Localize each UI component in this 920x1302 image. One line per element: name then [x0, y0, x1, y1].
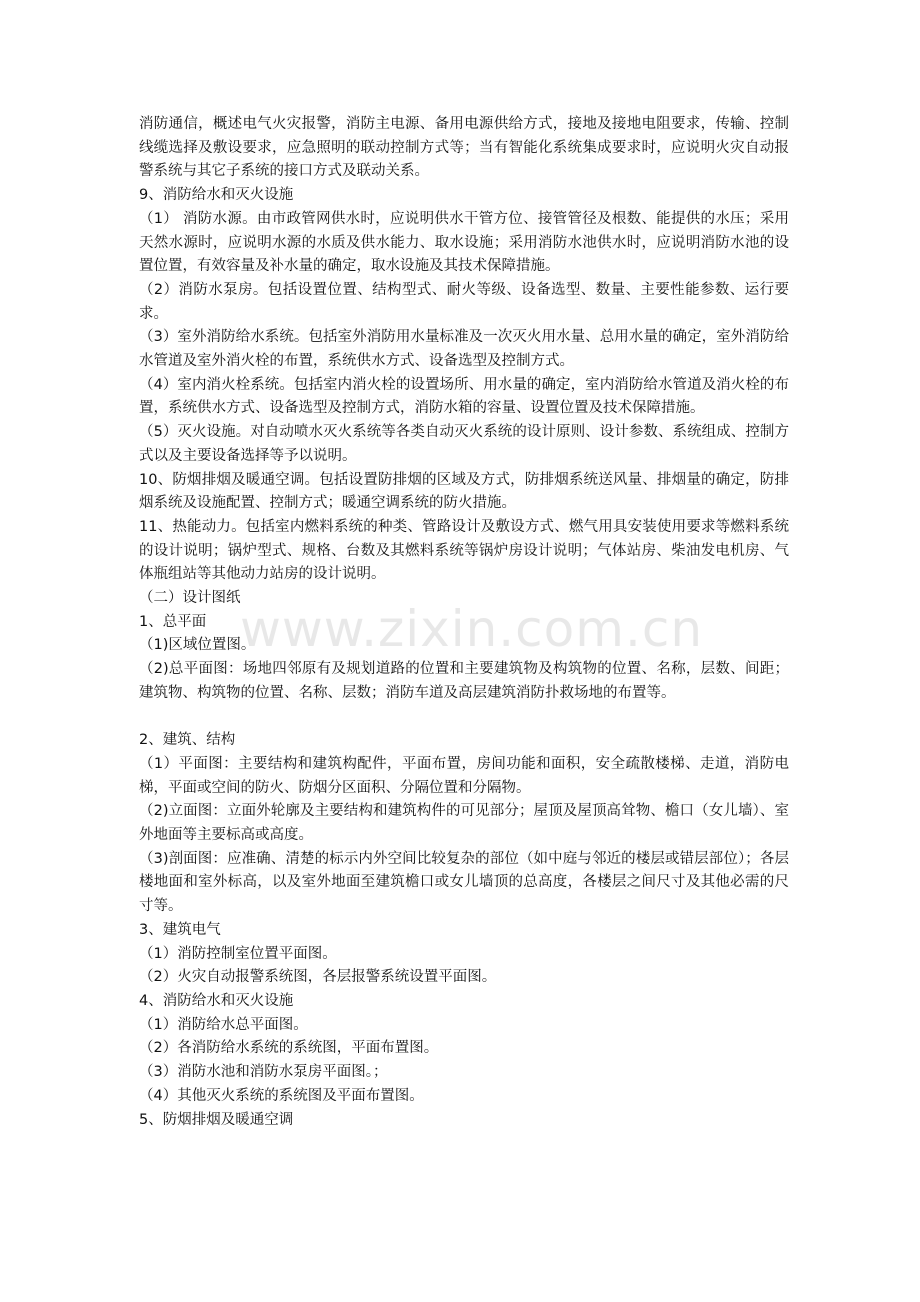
heading-2-architecture: 2、建筑、结构: [139, 732, 236, 749]
heading-5-smoke-hvac: 5、防烟排烟及暖通空调: [139, 1111, 294, 1128]
paragraph-section: （3)剖面图：应准确、清楚的标示内外空间比较复杂的部位（如中庭与邻近的楼层或错层部位）；各层楼地面和室外标高，以及室外地面至建筑檐口或女儿墙顶的总高度，各楼层之间尺寸及其他必需的尺寸等。: [139, 850, 789, 915]
document-body: [139, 113, 789, 1132]
heading-9-water-supply: 9、消防给水和灭火设施: [139, 187, 294, 204]
paragraph-fire-comm: 消防通信，概述电气火灾报警，消防主电源、备用电源供给方式，接地及接地电阻要求，传输、控制线缆选择及敷设要求，应急照明的联动控制方式等；当有智能化系统集成要求时，应说明火灾自动报警系统与其它子系统的接口方式及联动关系。: [139, 116, 789, 180]
paragraph-indoor-hydrant: （4）室内消火栓系统。包括室内消火栓的设置场所、用水量的确定，室内消防给水管道及消火栓的布置，系统供水方式、设备选型及控制方式，消防水箱的容量、设置位置及技术保障措施。: [139, 376, 789, 417]
paragraph-other-systems: （4）其他灭火系统的系统图及平面布置图。: [139, 1087, 424, 1104]
paragraph-pump-room: （2）消防水泵房。包括设置位置、结构型式、耐火等级、设备选型、数量、主要性能参数、运行要求。: [139, 281, 789, 322]
paragraph-location-map: （1)区域位置图。: [139, 637, 256, 654]
paragraph-control-room: （1）消防控制室位置平面图。: [139, 945, 337, 962]
heading-design-drawings: （二）设计图纸: [139, 590, 241, 607]
paragraph-water-source: （1） 消防水源。由市政管网供水时，应说明供水干管方位、接管管径及根数、能提供的水压；采用天然水源时，应说明水源的水质及供水能力、取水设施；采用消防水池供水时，应说明消防水池的设置位置，有效容量及补水量的确定，取水设施及其技术保障措施。: [139, 210, 789, 275]
paragraph-alarm-system: （2）火灾自动报警系统图，各层报警系统设置平面图。: [139, 969, 497, 986]
paragraph-10-smoke-exhaust: 10、防烟排烟及暖通空调。包括设置防排烟的区域及方式，防排烟系统送风量、排烟量的确定，防排烟系统及设施配置、控制方式；暖通空调系统的防火措施。: [139, 471, 789, 512]
heading-3-electrical: 3、建筑电气: [139, 921, 221, 938]
paragraph-pool-pump-plan: （3）消防水池和消防水泵房平面图。；: [139, 1064, 388, 1081]
heading-1-site-plan: 1、总平面: [139, 613, 207, 630]
paragraph-water-site-plan: （1）消防给水总平面图。: [139, 1016, 308, 1033]
paragraph-site-plan: （2)总平面图：场地四邻原有及规划道路的位置和主要建筑物及构筑物的位置、名称，层数、间距；建筑物、构筑物的位置、名称、层数；消防车道及高层建筑消防扑救场地的布置等。: [139, 661, 789, 701]
blank-line: [139, 706, 789, 730]
paragraph-water-system-diagram: （2）各消防给水系统的系统图，平面布置图。: [139, 1040, 439, 1057]
heading-4-water-supply: 4、消防给水和灭火设施: [139, 993, 294, 1009]
paragraph-floor-plan: （1）平面图：主要结构和建筑构配件，平面布置，房间功能和面积，安全疏散楼梯、走道，消防电梯，平面或空间的防火、防烟分区面积、分隔位置和分隔物。: [139, 755, 789, 796]
paragraph-11-thermal-power: 11、热能动力。包括室内燃料系统的种类、管路设计及敷设方式、燃气用具安装使用要求等燃料系统的设计说明；锅炉型式、规格、台数及其燃料系统等锅炉房设计说明；气体站房、柴油发电机房、气体瓶组站等其他动力站房的设计说明。: [139, 518, 789, 583]
watermark: www.zixin.com.cn: [240, 600, 704, 658]
paragraph-outdoor-water: （3）室外消防给水系统。包括室外消防用水量标准及一次灭火用水量、总用水量的确定，室外消防给水管道及室外消火栓的布置，系统供水方式、设备选型及控制方式。: [139, 329, 789, 370]
paragraph-elevation: （2)立面图：立面外轮廓及主要结构和建筑构件的可见部分；屋顶及屋顶高耸物、檐口（女儿墙）、室外地面等主要标高或高度。: [139, 803, 789, 844]
paragraph-extinguishing: （5）灭火设施。对自动喷水灭火系统等各类自动灭火系统的设计原则、设计参数、系统组成、控制方式以及主要设备选择等予以说明。: [139, 424, 789, 464]
